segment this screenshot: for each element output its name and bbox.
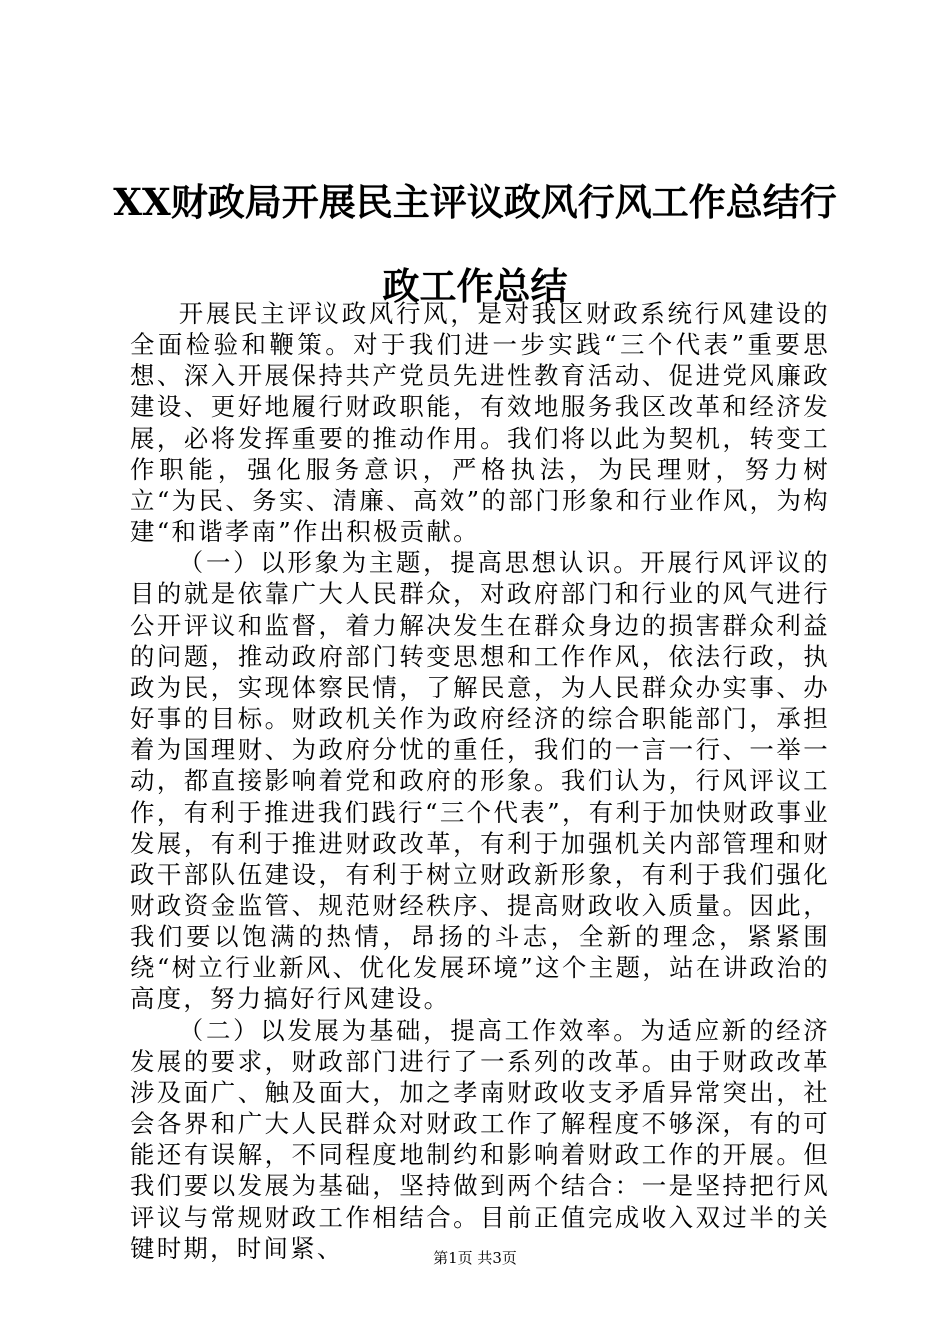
document-title-line-2: 政工作总结 bbox=[382, 264, 568, 308]
paragraph-intro: 开展民主评议政风行风，是对我区财政系统行风建设的全面检验和鞭策。对于我们进一步实践“三个代表”重要思想、深入开展保持共产党员先进性教育活动、促进党风廉政建设、更好地履行财政职能，有效地服务我区改革和经济发展，必将发挥重要的推动作用。我们将以此为契机，转变工作职能，强化服务意识，严格执法，为民理财，努力树立“为民、务实、清廉、高效”的部门形象和行业作风，为构建“和谐孝南”作出积极贡献。 bbox=[130, 299, 830, 547]
paragraph-section-1: （一）以形象为主题，提高思想认识。开展行风评议的目的就是依靠广大人民群众，对政府部门和行业的风气进行公开评议和监督，着力解决发生在群众身边的损害群众利益的问题，推动政府部门转变思想和工作作风，依法行政，执政为民，实现体察民情，了解民意，为人民群众办实事、办好事的目标。财政机关作为政府经济的综合职能部门，承担着为国理财、为政府分忧的重任，我们的一言一行、一举一动，都直接影响着党和政府的形象。我们认为，行风评议工作，有利于推进我们践行“三个代表”，有利于加快财政事业发展，有利于推进财政改革，有利于加强机关内部管理和财政干部队伍建设，有利于树立财政新形象，有利于我们强化财政资金监管、规范财经秩序、提高财政收入质量。因此，我们要以饱满的热情，昂扬的斗志，全新的理念，紧紧围绕“树立行业新风、优化发展环境”这个主题，站在讲政治的高度，努力搞好行风建设。 bbox=[130, 548, 830, 1014]
document-title-line-1: XX财政局开展民主评议政风行风工作总结行 bbox=[113, 180, 837, 224]
paragraph-section-2: （二）以发展为基础，提高工作效率。为适应新的经济发展的要求，财政部门进行了一系列的改革。由于财政改革涉及面广、触及面大，加之孝南财政收支矛盾异常突出，社会各界和广大人民群众对财政工作了解程度不够深，有的可能还有误解，不同程度地制约和影响着财政工作的开展。但我们要以发展为基础，坚持做到两个结合：一是坚持把行风评议与常规财政工作相结合。目前正值完成收入双过半的关键时期，时间紧、 bbox=[130, 1015, 830, 1263]
document-body bbox=[130, 298, 830, 1264]
page-footer: 第1页 共3页 bbox=[433, 1249, 517, 1267]
